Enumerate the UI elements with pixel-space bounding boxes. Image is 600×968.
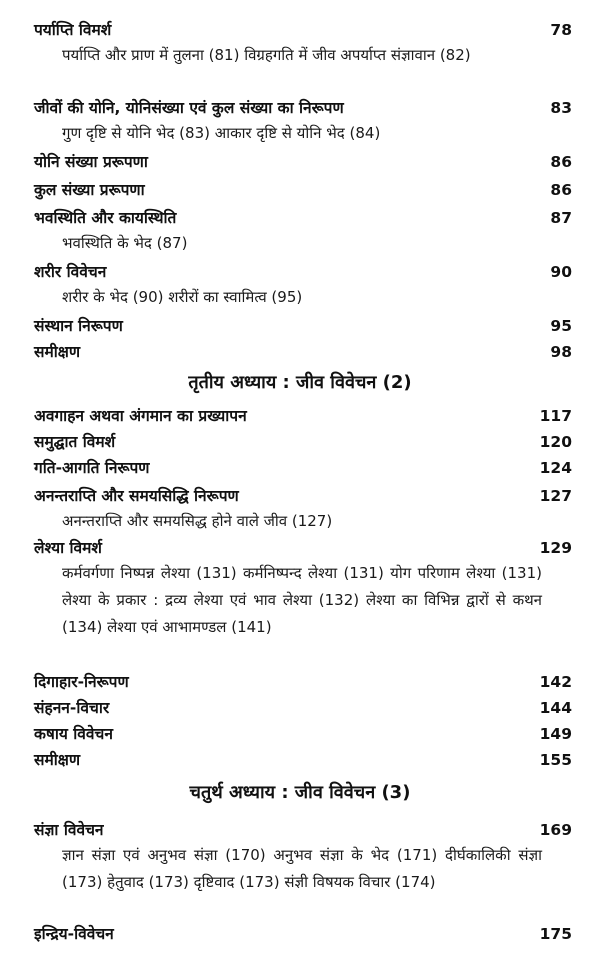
entry-title: समीक्षण xyxy=(34,343,81,361)
page-number: 98 xyxy=(550,343,572,361)
entry-title: संज्ञा विवेचन xyxy=(34,821,104,839)
entry-title: दिगाहार-निरूपण xyxy=(34,673,129,691)
entry-title: भवस्थिति और कायस्थिति xyxy=(34,209,177,227)
page-number: 175 xyxy=(539,925,572,943)
entry-title: कषाय विवेचन xyxy=(34,725,113,743)
entry-title: अवगाहन अथवा अंगमान का प्रख्यापन xyxy=(34,407,247,425)
page-number: 169 xyxy=(539,821,572,839)
entry-title: अनन्तराप्ति और समयसिद्धि निरूपण xyxy=(34,487,239,505)
entry-subtopics: शरीर के भेद (90) शरीरों का स्वामित्व (95) xyxy=(62,288,303,306)
page-number: 95 xyxy=(550,317,572,335)
entry-subtopics: गुण दृष्टि से योनि भेद (83) आकार दृष्टि से योनि भेद (84) xyxy=(62,124,381,142)
entry-title: जीवों की योनि, योनिसंख्या एवं कुल संख्या का निरूपण xyxy=(34,99,344,117)
page-number: 142 xyxy=(539,673,572,691)
entry-subtopics: भवस्थिति के भेद (87) xyxy=(62,234,188,252)
page-number: 127 xyxy=(539,487,572,505)
page-number: 90 xyxy=(550,263,572,281)
page-number: 120 xyxy=(539,433,572,451)
page-number: 124 xyxy=(539,459,572,477)
entry-title: समीक्षण xyxy=(34,751,81,769)
page-number: 78 xyxy=(550,21,572,39)
page-number: 155 xyxy=(539,751,572,769)
entry-title: योनि संख्या प्ररूपणा xyxy=(34,153,148,171)
entry-subtopics: कर्मवर्गणा निष्पन्न लेश्या (131) कर्मनिष्पन्द लेश्या (131) योग परिणाम लेश्या (131) लेश्या के प्रकार : द्रव्य लेश्या एवं भाव लेश्या (132) लेश्या का विभिन्न द्वारों से कथन (134) लेश्या एवं आभामण्डल (141) xyxy=(62,564,542,636)
entry-title: कुल संख्या प्ररूपणा xyxy=(34,181,145,199)
page-number: 86 xyxy=(550,153,572,171)
entry-title: संस्थान निरूपण xyxy=(34,317,123,335)
entry-subtopics: अनन्तराप्ति और समयसिद्ध होने वाले जीव (127) xyxy=(62,512,333,530)
page-number: 129 xyxy=(539,539,572,557)
entry-subtopics: ज्ञान संज्ञा एवं अनुभव संज्ञा (170) अनुभव संज्ञा के भेद (171) दीर्घकालिकी संज्ञा (173) हेतुवाद (173) दृष्टिवाद (173) संज्ञी विषयक विचार (174) xyxy=(62,846,542,891)
entry-title: संहनन-विचार xyxy=(34,699,110,717)
entry-title: गति-आगति निरूपण xyxy=(34,459,150,477)
page-number: 117 xyxy=(539,407,572,425)
entry-subtopics: पर्याप्ति और प्राण में तुलना (81) विग्रहगति में जीव अपर्याप्त संज्ञावान (82) xyxy=(62,46,471,64)
page-number: 149 xyxy=(539,725,572,743)
chapter-heading-third: तृतीय अध्याय : जीव विवेचन (2) xyxy=(188,372,412,393)
entry-title: शरीर विवेचन xyxy=(34,263,107,281)
entry-title: समुद्घात विमर्श xyxy=(34,433,116,451)
page-number: 86 xyxy=(550,181,572,199)
entry-title: पर्याप्ति विमर्श xyxy=(34,21,112,39)
page-number: 83 xyxy=(550,99,572,117)
entry-title: लेश्या विमर्श xyxy=(34,539,102,557)
entry-title: इन्द्रिय-विवेचन xyxy=(34,925,114,943)
page-number: 87 xyxy=(550,209,572,227)
chapter-heading-fourth: चतुर्थ अध्याय : जीव विवेचन (3) xyxy=(189,782,411,803)
page-number: 144 xyxy=(539,699,572,717)
